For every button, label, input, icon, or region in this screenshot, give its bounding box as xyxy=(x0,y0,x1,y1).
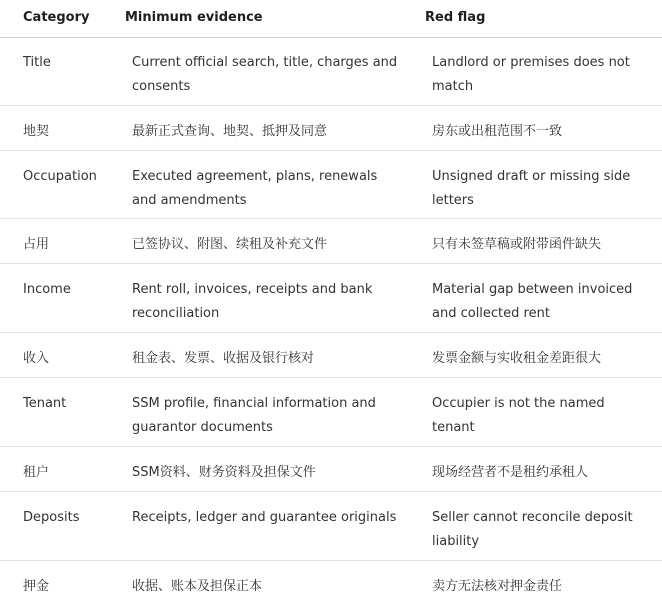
category-cell: 收入 xyxy=(23,351,50,366)
header-red-flag: Red flag xyxy=(425,10,486,25)
category-cell: Title xyxy=(23,55,51,70)
red-flag-cell: 卖方无法核对押金责任 xyxy=(432,579,563,594)
category-cell: Tenant xyxy=(23,396,67,411)
evidence-cell: SSM资料、财务资料及担保文件 xyxy=(132,465,316,480)
category-cell: Deposits xyxy=(23,510,80,525)
evidence-cell: Current official search, title, charges and consents xyxy=(132,55,398,94)
red-flag-cell: 发票金额与实收租金差距很大 xyxy=(432,351,602,366)
header-category: Category xyxy=(23,10,90,25)
category-cell: 占用 xyxy=(23,237,50,252)
table-row xyxy=(0,447,662,492)
table-row xyxy=(0,378,662,447)
evidence-cell: Receipts, ledger and guarantee originals xyxy=(132,510,397,525)
evidence-cell: 收据、账本及担保正本 xyxy=(132,579,263,594)
table-row xyxy=(0,492,662,561)
table-row xyxy=(0,561,662,606)
evidence-cell: 租金表、发票、收据及银行核对 xyxy=(132,351,315,366)
evidence-cell: Rent roll, invoices, receipts and bank reconciliation xyxy=(132,282,373,321)
table-header xyxy=(0,0,662,38)
red-flag-cell: 只有未签草稿或附带函件缺失 xyxy=(432,237,602,252)
table-row xyxy=(0,37,662,106)
red-flag-cell: 现场经营者不是租约承租人 xyxy=(432,465,589,480)
table-row xyxy=(0,333,662,378)
table-row xyxy=(0,106,662,151)
evidence-cell: 最新正式查询、地契、抵押及同意 xyxy=(132,124,328,139)
category-cell: 地契 xyxy=(23,124,50,139)
category-cell: Occupation xyxy=(23,169,97,184)
red-flag-cell: 房东或出租范围不一致 xyxy=(432,124,563,139)
category-cell: Income xyxy=(23,282,71,297)
table-row xyxy=(0,264,662,333)
table-row xyxy=(0,151,662,219)
header-minimum-evidence: Minimum evidence xyxy=(125,10,263,25)
table-row xyxy=(0,219,662,264)
red-flag-cell: Occupier is not the named tenant xyxy=(432,396,605,435)
red-flag-cell: Unsigned draft or missing side letters xyxy=(432,169,631,208)
red-flag-cell: Seller cannot reconcile deposit liability xyxy=(432,510,633,549)
evidence-cell: Executed agreement, plans, renewals and amendments xyxy=(132,169,378,208)
category-cell: 押金 xyxy=(23,579,50,594)
red-flag-cell: Material gap between invoiced and collected rent xyxy=(432,282,633,321)
red-flag-cell: Landlord or premises does not match xyxy=(432,55,630,94)
category-cell: 租户 xyxy=(23,465,50,480)
evidence-cell: SSM profile, financial information and guarantor documents xyxy=(132,396,376,435)
evidence-cell: 已签协议、附图、续租及补充文件 xyxy=(132,237,328,252)
